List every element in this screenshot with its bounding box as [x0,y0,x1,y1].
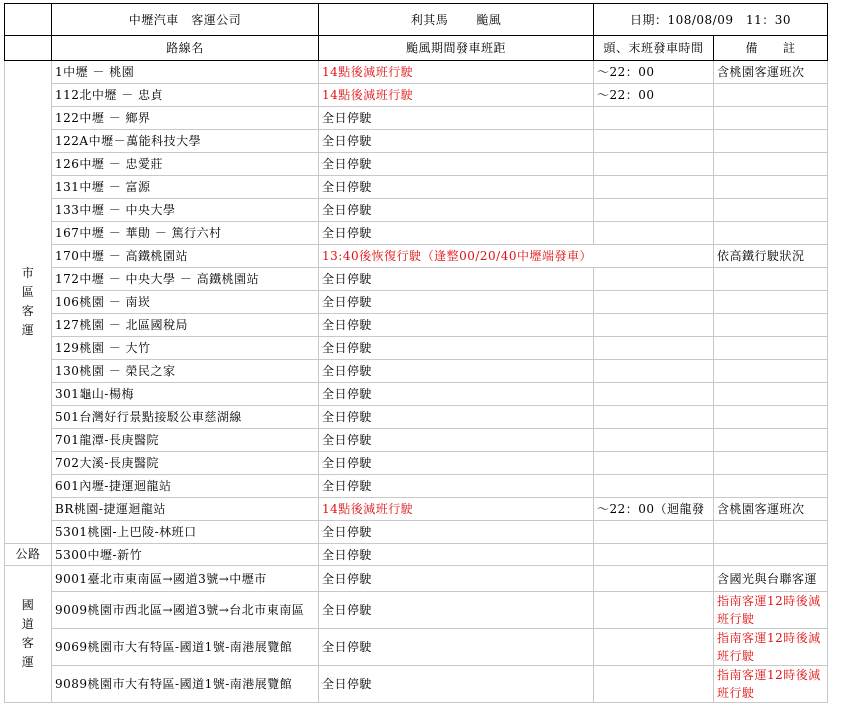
table-row [5,268,828,291]
route-name: 9009桃園市西北區→國道3號→台北市東南區 [52,592,319,629]
remark: 含國光與台聯客運 [714,566,828,592]
service-status: 全日停駛 [319,199,594,222]
remark [714,268,828,291]
route-name: 9001臺北市東南區→國道3號→中壢市 [52,566,319,592]
table-row [5,245,828,268]
service-times [594,360,714,383]
route-name: 127桃園 － 北區國稅局 [52,314,319,337]
service-status: 全日停駛 [319,337,594,360]
route-name: 701龍潭-長庚醫院 [52,429,319,452]
route-name: 5301桃園-上巴陵-林班口 [52,521,319,544]
table-row [5,406,828,429]
service-status: 全日停駛 [319,268,594,291]
remark: 指南客運12時後減班行駛 [714,629,828,666]
remark [714,521,828,544]
col-header-route: 路線名 [52,36,319,61]
service-status: 14點後減班行駛 [319,84,594,107]
route-name: 9089桃園市大有特區-國道1號-南港展覽館 [52,666,319,703]
route-name: 122中壢 － 鄉界 [52,107,319,130]
col-header-service: 颱風期間發車班距 [319,36,594,61]
remark [714,406,828,429]
service-times [594,291,714,314]
service-times [594,383,714,406]
remark: 指南客運12時後減班行駛 [714,666,828,703]
service-status: 全日停駛 [319,629,594,666]
table-row [5,592,828,629]
remark: 含桃園客運班次 [714,498,828,521]
route-name: 9069桃園市大有特區-國道1號-南港展覽館 [52,629,319,666]
remark [714,314,828,337]
col-header-times: 頭、末班發車時間 [594,36,714,61]
table-row [5,360,828,383]
service-times [594,268,714,291]
table-row [5,383,828,406]
table-row [5,666,828,703]
route-name: 126中壢 － 忠愛莊 [52,153,319,176]
table-row [5,544,828,566]
service-status: 全日停駛 [319,475,594,498]
remark [714,360,828,383]
route-name: 133中壢 － 中央大學 [52,199,319,222]
corner-cell [5,4,52,36]
route-name: BR桃園-捷運迴龍站 [52,498,319,521]
group-label-city: 市區客運 [5,61,52,544]
table-row [5,84,828,107]
route-name: 172中壢 － 中央大學 － 高鐵桃園站 [52,268,319,291]
service-times [594,199,714,222]
service-times: ～22：00（迴龍發 [594,498,714,521]
service-times [594,153,714,176]
remark: 指南客運12時後減班行駛 [714,592,828,629]
remark [714,153,828,176]
table-row [5,337,828,360]
service-status: 14點後減班行駛 [319,498,594,521]
table-row [5,61,828,84]
service-status: 13:40後恢復行駛（逢整00/20/40中壢端發車） [319,245,714,268]
table-row [5,629,828,666]
typhoon-name: 利其馬 颱風 [319,4,594,36]
company-name: 中壢汽車 客運公司 [52,4,319,36]
route-name: 131中壢 － 富源 [52,176,319,199]
service-status: 全日停駛 [319,291,594,314]
group-label-freeway: 國道客運 [5,566,52,703]
service-status: 全日停駛 [319,566,594,592]
table-row [5,130,828,153]
remark [714,337,828,360]
service-times [594,666,714,703]
service-times [594,521,714,544]
remark [714,452,828,475]
service-times [594,544,714,566]
route-name: 601內壢-捷運迴龍站 [52,475,319,498]
route-name: 702大溪-長庚醫院 [52,452,319,475]
remark [714,544,828,566]
table-row [5,107,828,130]
remark [714,222,828,245]
remark [714,475,828,498]
service-status: 全日停駛 [319,592,594,629]
service-times [594,429,714,452]
remark: 含桃園客運班次 [714,61,828,84]
route-name: 501台灣好行景點接駁公車慈湖線 [52,406,319,429]
remark [714,130,828,153]
col-header-note: 備 註 [714,36,828,61]
remark [714,383,828,406]
table-row [5,314,828,337]
service-status: 全日停駛 [319,666,594,703]
remark [714,107,828,130]
route-rows [5,61,828,703]
table-row [5,475,828,498]
remark [714,176,828,199]
service-status: 全日停駛 [319,130,594,153]
service-status: 全日停駛 [319,153,594,176]
remark [714,429,828,452]
route-name: 122A中壢－萬能科技大學 [52,130,319,153]
service-times [594,222,714,245]
service-status: 全日停駛 [319,544,594,566]
route-name: 167中壢 － 華勛 － 篤行六村 [52,222,319,245]
service-times [594,314,714,337]
report-date: 日期：108/08/09 11：30 [594,4,828,36]
service-status: 全日停駛 [319,383,594,406]
service-times: ～22：00 [594,61,714,84]
service-status: 全日停駛 [319,176,594,199]
service-times [594,107,714,130]
service-status: 全日停駛 [319,107,594,130]
route-name: 112北中壢 － 忠貞 [52,84,319,107]
table-row [5,153,828,176]
route-name: 1中壢 － 桃園 [52,61,319,84]
schedule-table [4,3,828,703]
route-name: 106桃園 － 南崁 [52,291,319,314]
route-name: 130桃園 － 榮民之家 [52,360,319,383]
service-status: 全日停駛 [319,222,594,245]
route-name: 170中壢 － 高鐵桃園站 [52,245,319,268]
remark [714,199,828,222]
table-row [5,452,828,475]
group-label-highway: 公路 [5,544,52,566]
table-row [5,222,828,245]
table-row [5,199,828,222]
service-status: 全日停駛 [319,521,594,544]
route-name: 129桃園 － 大竹 [52,337,319,360]
service-times [594,566,714,592]
table-row [5,429,828,452]
service-times [594,406,714,429]
service-status: 全日停駛 [319,406,594,429]
service-times [594,130,714,153]
service-status: 全日停駛 [319,360,594,383]
table-row [5,176,828,199]
service-times [594,629,714,666]
service-status: 全日停駛 [319,452,594,475]
table-row [5,498,828,521]
corner-cell-2 [5,36,52,61]
service-times: ～22：00 [594,84,714,107]
route-name: 5300中壢-新竹 [52,544,319,566]
remark [714,84,828,107]
service-times [594,475,714,498]
service-status: 全日停駛 [319,429,594,452]
service-times [594,176,714,199]
service-status: 全日停駛 [319,314,594,337]
service-status: 14點後減班行駛 [319,61,594,84]
remark: 依高鐵行駛狀況 [714,245,828,268]
table-row [5,291,828,314]
table-row [5,521,828,544]
remark [714,291,828,314]
table-row [5,566,828,592]
service-times [594,337,714,360]
route-name: 301龜山-楊梅 [52,383,319,406]
service-times [594,592,714,629]
service-times [594,452,714,475]
